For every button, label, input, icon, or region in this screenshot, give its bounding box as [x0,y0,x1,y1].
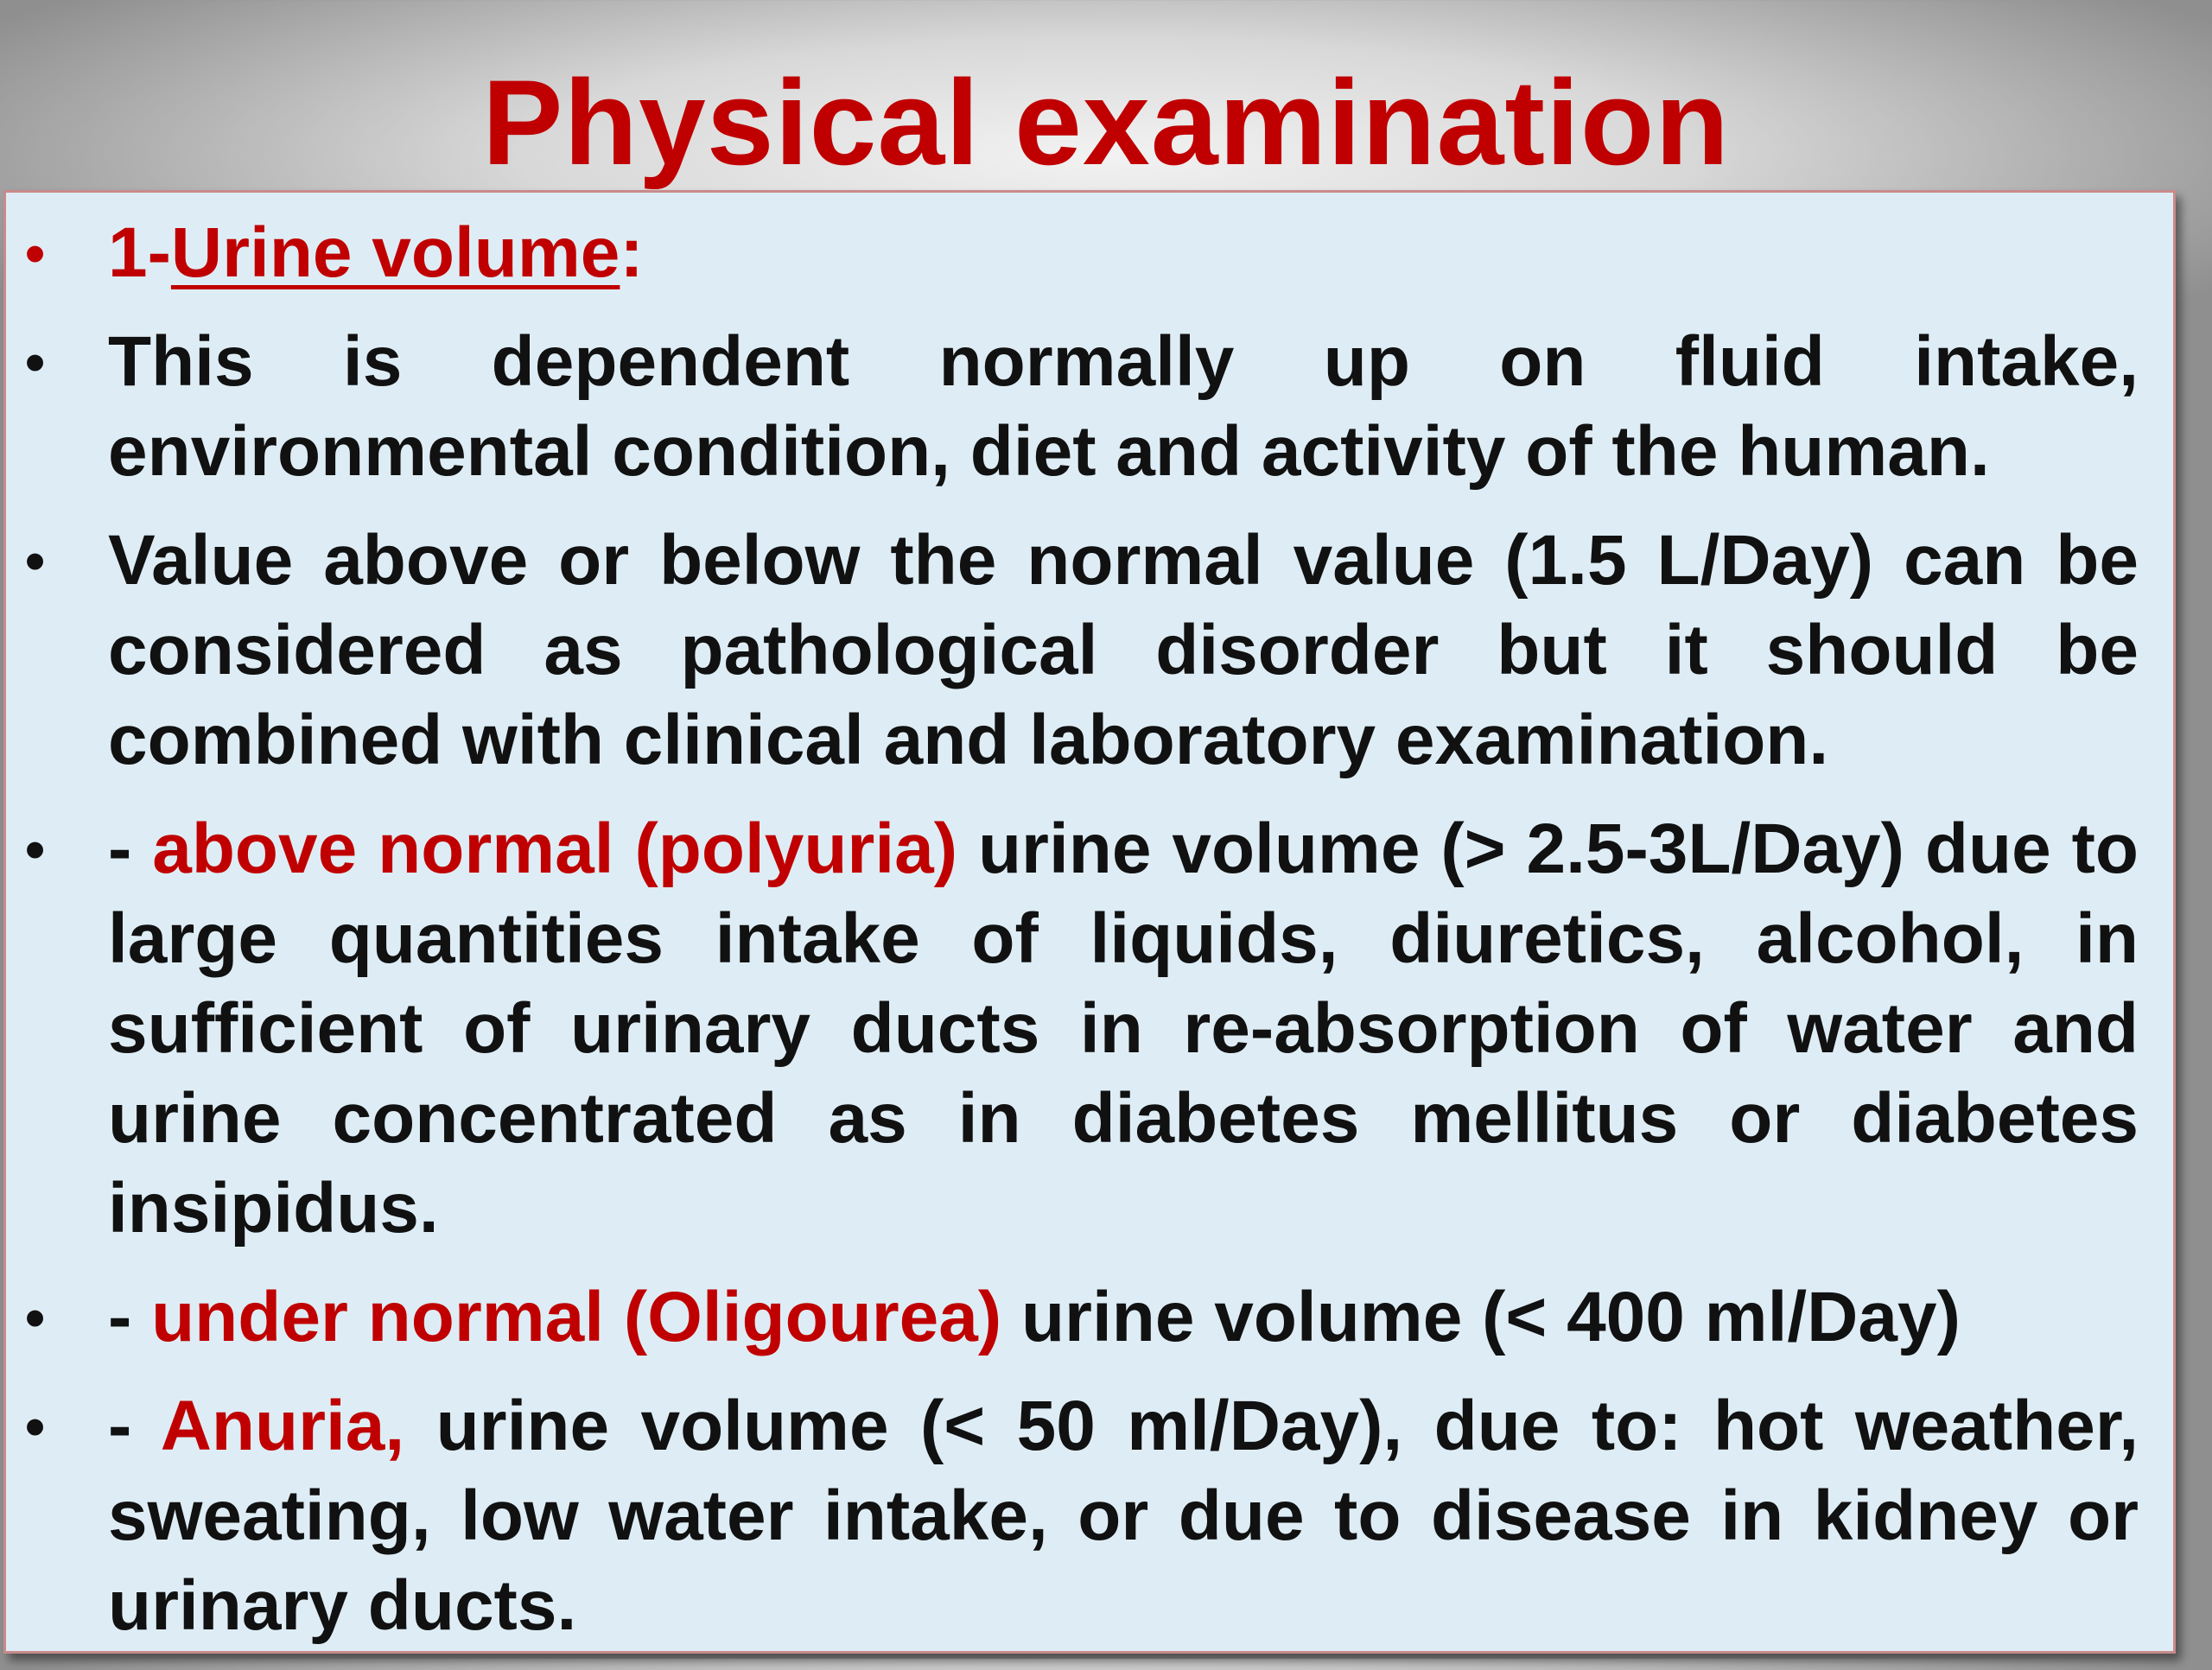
bullet-dependence [6,317,2158,497]
bullet-text: urine volume (> 2.5-3L/Day) due to large quantities intake of liquids, diuretics, alcohol, in sufficient of urinary ducts in re-absorption of water and urine concentrated as in diabetes mellitus or diabetes insipidus. [108,810,2139,1248]
heading-label: Urine volume [170,213,620,292]
bullet-oligourea [6,1273,2158,1362]
bullet-dot-icon: • [25,1394,46,1458]
heading-colon: : [620,213,644,292]
bullet-dot-icon: • [25,221,46,285]
bullet-highlight: under normal (Oligourea) [151,1278,1002,1356]
slide-title: Physical examination [482,54,1730,190]
bullet-text: Value above or below the normal value (1.5 L/Day) can be considered as pathological disorder but it should be combined with clinical and laboratory examination. [108,521,2139,779]
content-box [3,190,2176,1654]
bullet-highlight: Anuria, [160,1387,405,1465]
bullet-dash: - [108,1387,161,1465]
bullet-dash: - [108,810,153,888]
bullet-normal-value [6,516,2158,785]
bullet-text: This is dependent normally up on fluid intake, environmental condition, diet and activity of the human. [108,322,2139,491]
bullet-highlight: above normal (polyuria) [152,810,958,888]
bullet-dot-icon: • [25,529,46,593]
bullet-text: urine volume (< 400 ml/Day) [1001,1278,1961,1356]
bullet-urine-volume-heading [6,208,2158,298]
bullet-dash: - [108,1278,152,1356]
bullet-polyuria [6,804,2158,1254]
bullet-dot-icon: • [25,1286,46,1349]
heading-number: 1- [108,213,171,292]
bullet-text: urine volume (< 50 ml/Day), due to: hot weather, sweating, low water intake, or due to disease in kidney or urinary ducts. [108,1387,2139,1645]
bullet-list [6,208,2178,1670]
bullet-dot-icon: • [25,330,46,394]
bullet-dot-icon: • [25,817,46,881]
bullet-anuria [6,1381,2158,1651]
